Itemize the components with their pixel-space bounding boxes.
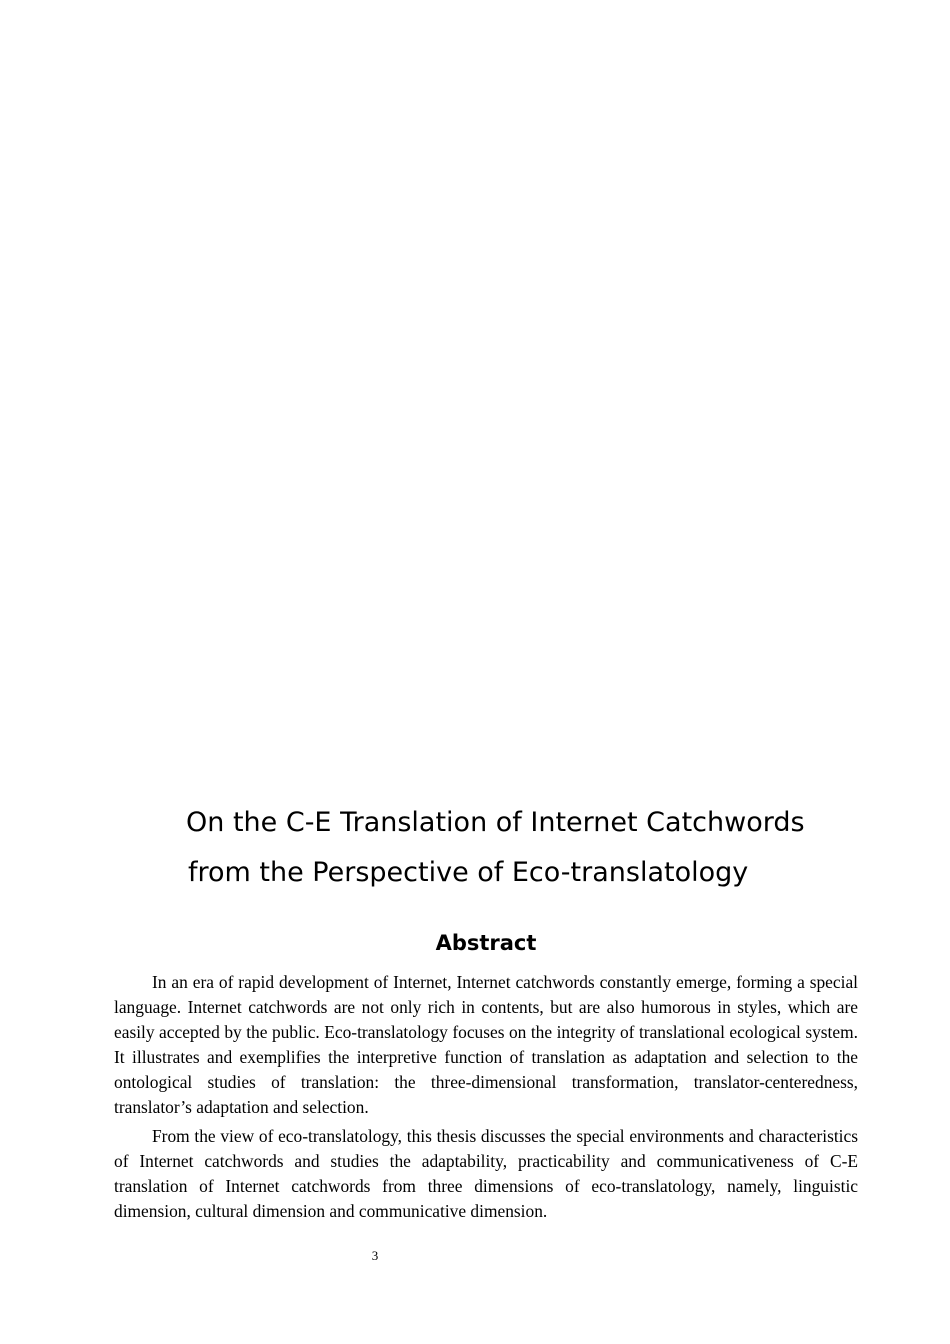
page-number: 3 xyxy=(371,1248,379,1263)
abstract-paragraph-2: From the view of eco-translatology, this thesis discusses the special environments and characteristics of Internet catchwords and studies the adaptability, practicability and communicativeness of C-E translation of Internet catchwords from three dimensions of eco-translatology, namely, linguistic dimension, cultural dimension and communicative dimension. xyxy=(114,1126,858,1221)
abstract-heading: Abstract xyxy=(435,931,537,955)
thesis-title xyxy=(186,798,886,898)
thesis-title-line-1: On the C-E Translation of Internet Catchwords xyxy=(186,807,805,838)
thesis-title-line-2: from the Perspective of Eco-translatology xyxy=(188,857,749,888)
abstract-paragraph-1: In an era of rapid development of Internet, Internet catchwords constantly emerge, forming a special language. Internet catchwords are not only rich in contents, but are also humorous in styles, which are easily accepted by the public. Eco-translatology focuses on the integrity of translational ecological system. It illustrates and exemplifies the interpretive function of translation as adaptation and selection to the ontological studies of translation: the three-dimensional transformation, translator-centeredness, translator’s adaptation and selection. xyxy=(114,972,858,1117)
abstract-body xyxy=(114,970,858,1228)
